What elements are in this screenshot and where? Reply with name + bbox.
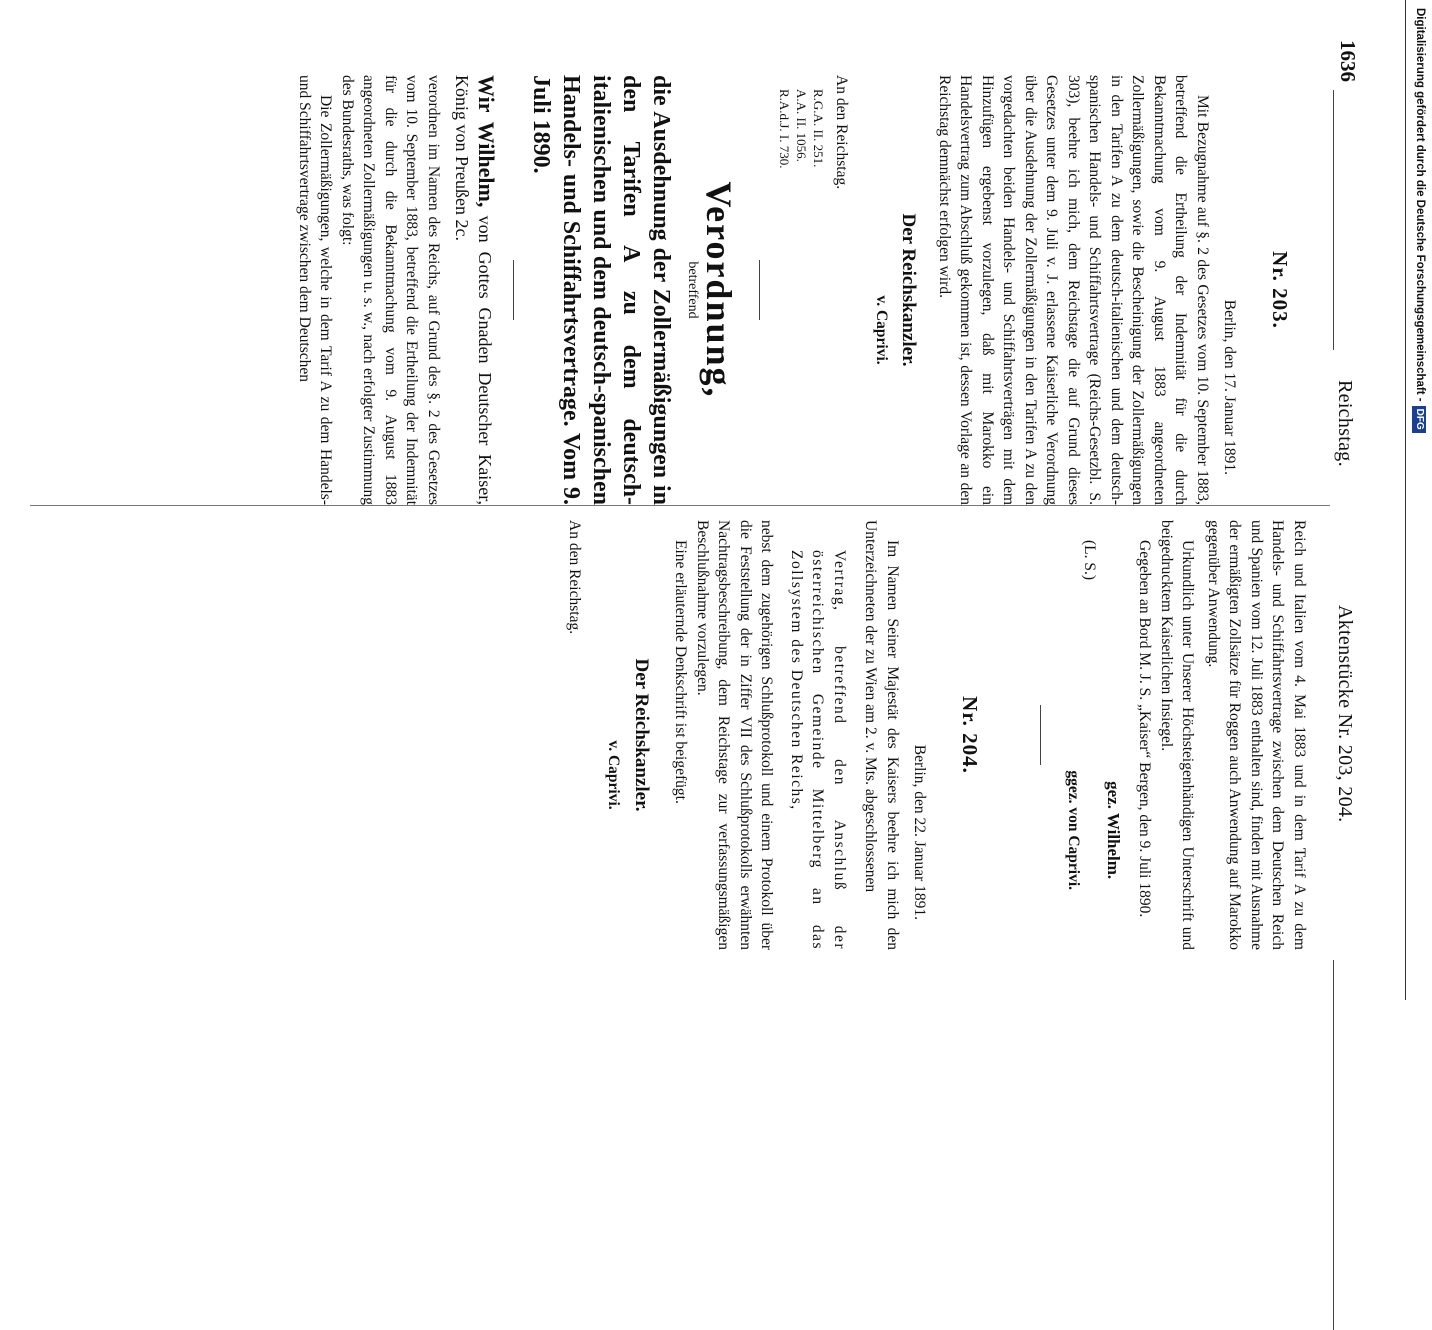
doc-204-addressee: An den Reichstag. xyxy=(566,520,583,635)
right-column xyxy=(564,520,1311,950)
doc-204-date: Berlin, den 22. Januar 1891. xyxy=(911,744,929,920)
sig-caprivi: ggez. von Caprivi. xyxy=(1065,770,1083,890)
dfg-logo: DFG xyxy=(1412,406,1426,433)
doc-204-vertrag: Vertrag, betreffend den Anschluß der österreichischen Gemeinde Mittelberg an das Zollsystem des Deutschen Reichs, xyxy=(788,550,848,950)
verordnung-subject: die Ausdehnung der Zollermäßigungen in den Tarifen A zu dem deutsch-italienischen und dem deutsch-spanischen Handels- und Schiffahrtsvertrage. Vom 9. Juli 1890. xyxy=(528,75,674,505)
verordnung-body-2: Die Zollermäßigungen, welche in dem Tarif A zu dem Handels- und Schiffahrtsvertrage zwischen dem Deutschen xyxy=(296,75,335,505)
verordnung-intro-name: Wir Wilhelm, xyxy=(474,75,499,208)
verordnung-body-1: verordnen im Namen des Reichs, auf Grund des §. 2 des Gesetzes vom 10. September 1883, betreffend die Ertheilung der Indemnität für die durch die Bekanntmachung vom 9. August 1883 angeordneten Zollermäßigungen u. s. w., nach erfolgter Zustimmung des Bundesraths, was folgt: xyxy=(339,75,442,505)
doc-203-signatory: v. Caprivi. xyxy=(873,295,890,365)
short-rule xyxy=(759,260,760,320)
seal-mark: (L. S.) xyxy=(1081,540,1098,581)
doc-203-refs xyxy=(776,75,827,505)
left-column xyxy=(294,75,1311,505)
doc-203-number: Nr. 203. xyxy=(1268,251,1292,329)
verordnung-title: Verordnung, xyxy=(699,181,739,399)
credit-text: Digitalisierung gefördert durch die Deutsche Forschungsgemeinschaft - xyxy=(1414,8,1426,402)
col2-continuation: Reich und Italien vom 4. Mai 1883 und in dem Tarif A zu dem Handels- und Schiffahrtsvertrage zwischen dem Deutschen Reich und Spanien vom 12. Juli 1883 enthalten sind, finden mit Ausnahme der ermäßigten Zollsätze für Roggen auch Anwendung auf Marokko gegenüber Anwendung. xyxy=(1205,520,1308,950)
doc-204-body-1: Im Namen Seiner Majestät des Kaisers beehre ich mich den Unterzeichneten der zu Wien am 2. v. Mts. abgeschlossenen xyxy=(862,520,901,950)
col2-gegeben: Gegeben an Bord M. J. S. „Kaiser“ Bergen, den 9. Juli 1890. xyxy=(1136,540,1154,918)
col2-urkundlich: Urkundlich unter Unserer Höchsteigenhändigen Unterschrift und beigedrucktem Kaiserlichen Insiegel. xyxy=(1158,520,1197,950)
doc-203-date: Berlin, den 17. Januar 1891. xyxy=(1221,299,1239,475)
column-divider xyxy=(30,505,1330,506)
doc-204-number: Nr. 204. xyxy=(958,696,982,774)
doc-204-denkschrift: Eine erläuternde Denkschrift ist beigefügt. xyxy=(672,540,690,804)
doc-204-signatory-title: Der Reichskanzler. xyxy=(631,658,652,812)
sig-wilhelm: gez. Wilhelm. xyxy=(1104,781,1123,880)
ref-3: R.A.d.J. I. 730. xyxy=(777,89,792,169)
ref-2: A.A. II. 1056. xyxy=(794,89,809,162)
header-rule-right xyxy=(1333,960,1334,1330)
section-title: Aktenstücke Nr. 203, 204. xyxy=(1334,605,1356,823)
short-rule-3 xyxy=(1040,705,1041,765)
header-rule-left xyxy=(1333,90,1334,350)
doc-204-body-2: nebst dem zugehörigen Schlußprotokoll und einem Protokoll über die Feststellung der in Ziffer VII des Schlußprotokolls erwähnten Nachtragsbeschreibung, dem Reichstage zur verfassungsmäßigen Beschlußnahme vorzulegen. xyxy=(694,520,776,950)
short-rule-2 xyxy=(513,260,514,320)
digitization-sidebar xyxy=(1408,0,1432,1000)
digitization-credit xyxy=(1408,0,1432,1000)
page-number: 1636 xyxy=(1336,40,1360,82)
doc-203-body: Mit Bezugnahme auf §. 2 des Gesetzes vom 10. September 1883, betreffend die Ertheilung der Indemnität für die durch Bekanntmachung vom 9. August 1883 angeordneten Zollermäßigungen, sowie die Bescheinigung der Zollermäßigungen in den Tarifen A zu dem deutsch-italienischen und dem deutsch-spanischen Handels- und Schiffahrtsvertrage (Reichs-Gesetzbl. S. 303), beehre ich mich, dem Reichstage die auf Grund dieses Gesetzes unter dem 9. Juli v. J. erlassene Kaiserliche Verordnung über die Ausdehnung der Zollermäßigungen in den Tarifen A zu den vorgedachten beiden Handels- und Schiffahrtsverträgen mit dem Hinzufügen ergebenst vorzulegen, daß mit Marokko ein Handelsvertrag zum Abschluß gekommen ist, dessen Vorlage an den Reichstag demnächst erfolgen wird. xyxy=(936,75,1211,505)
doc-203-signatory-title: Der Reichskanzler. xyxy=(898,213,920,367)
doc-204-signatory: v. Caprivi. xyxy=(605,740,623,810)
ref-1: R.G.A. II. 251. xyxy=(811,89,826,168)
col2-signature-block xyxy=(1063,520,1124,950)
verordnung-intro xyxy=(450,75,497,505)
journal-name: Reichstag. xyxy=(1334,380,1356,467)
col2-signatures xyxy=(1063,770,1124,950)
page-edge-rule xyxy=(1405,0,1406,1000)
verordnung-intro-rest: von Gottes Gnaden Deutscher Kaiser, König von Preußen 2c. xyxy=(452,75,495,506)
doc-203-addressee: An den Reichstag. xyxy=(833,75,851,190)
verordnung-betreffend: betreffend xyxy=(685,261,701,319)
